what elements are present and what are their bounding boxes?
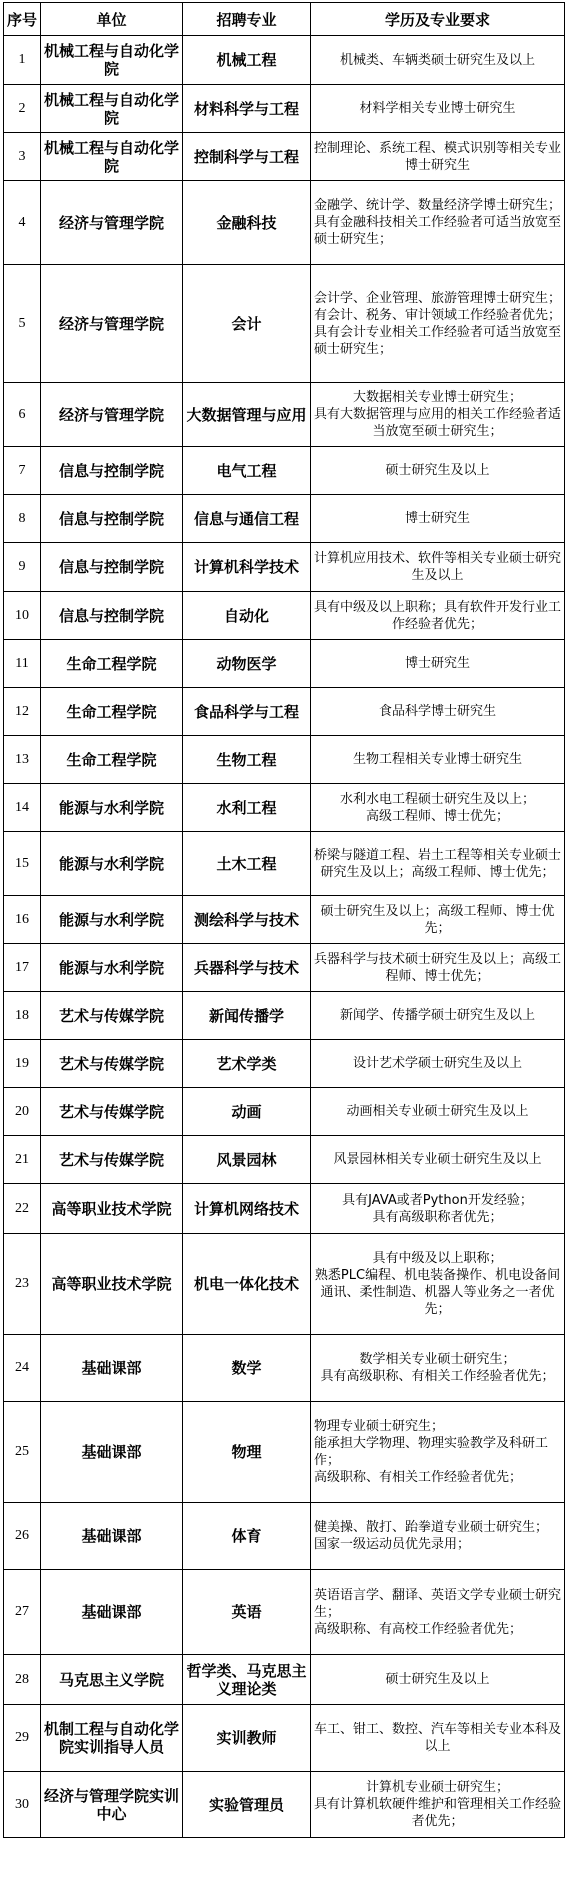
- row-major: 测绘科学与技术: [183, 896, 311, 944]
- table-row: [4, 1335, 565, 1402]
- requirement-line: 大数据相关专业博士研究生；: [352, 390, 522, 405]
- requirement-line: 具有高级职称、有相关工作经验者优先；: [320, 1369, 555, 1384]
- row-serial: 20: [4, 1088, 41, 1136]
- row-requirements: [311, 383, 565, 447]
- row-major: 哲学类、马克思主义理论类: [183, 1655, 311, 1705]
- row-unit: 能源与水利学院: [41, 944, 183, 992]
- row-serial: 30: [4, 1772, 41, 1838]
- row-unit: 机制工程与自动化学院实训指导人员: [41, 1705, 183, 1772]
- row-unit: 生命工程学院: [41, 688, 183, 736]
- row-requirements: [311, 1402, 565, 1503]
- row-serial: 22: [4, 1184, 41, 1234]
- requirement-line: 车工、钳工、数控、汽车等相关专业本科及以上: [314, 1722, 562, 1754]
- row-unit: 马克思主义学院: [41, 1655, 183, 1705]
- row-major: 机电一体化技术: [183, 1234, 311, 1335]
- row-requirements: [311, 1184, 565, 1234]
- row-major: 计算机科学技术: [183, 543, 311, 592]
- table-row: [4, 543, 565, 592]
- recruitment-table-wrapper: [3, 2, 564, 1838]
- row-major: 新闻传播学: [183, 992, 311, 1040]
- table-row: [4, 1136, 565, 1184]
- table-row: [4, 944, 565, 992]
- table-row: [4, 1234, 565, 1335]
- row-major: 风景园林: [183, 1136, 311, 1184]
- row-serial: 29: [4, 1705, 41, 1772]
- requirement-line: 材料学相关专业博士研究生: [359, 101, 516, 116]
- requirement-line: 动画相关专业硕士研究生及以上: [346, 1104, 529, 1119]
- row-unit: 生命工程学院: [41, 640, 183, 688]
- row-major: 金融科技: [183, 181, 311, 265]
- row-unit: 机械工程与自动化学院: [41, 133, 183, 181]
- row-unit: 艺术与传媒学院: [41, 992, 183, 1040]
- row-requirements: [311, 495, 565, 543]
- table-row: [4, 1772, 565, 1838]
- table-row: [4, 133, 565, 181]
- row-major: 土木工程: [183, 832, 311, 896]
- row-requirements: [311, 1503, 565, 1570]
- row-serial: 13: [4, 736, 41, 784]
- row-requirements: [311, 1088, 565, 1136]
- table-row: [4, 1402, 565, 1503]
- requirement-line: 健美操、散打、跆拳道专业硕士研究生；: [314, 1520, 549, 1535]
- row-requirements: [311, 1705, 565, 1772]
- row-unit: 基础课部: [41, 1402, 183, 1503]
- row-major: 大数据管理与应用: [183, 383, 311, 447]
- row-major: 食品科学与工程: [183, 688, 311, 736]
- row-serial: 9: [4, 543, 41, 592]
- requirement-line: 高级工程师、博士优先；: [365, 808, 509, 824]
- requirement-line: 高级职称、有高校工作经验者优先；: [314, 1621, 523, 1637]
- row-major: 材料科学与工程: [183, 85, 311, 133]
- row-major: 实验管理员: [183, 1772, 311, 1838]
- row-unit: 经济与管理学院: [41, 383, 183, 447]
- row-requirements: [311, 832, 565, 896]
- row-major: 艺术学类: [183, 1040, 311, 1088]
- row-requirements: [311, 181, 565, 265]
- table-row: [4, 1184, 565, 1234]
- row-unit: 艺术与传媒学院: [41, 1040, 183, 1088]
- row-major: 信息与通信工程: [183, 495, 311, 543]
- table-row: [4, 447, 565, 495]
- requirement-line: 具有JAVA或者Python开发经验；: [342, 1192, 533, 1208]
- requirement-line: 控制理论、系统工程、模式识别等相关专业博士研究生: [314, 140, 562, 173]
- row-serial: 2: [4, 85, 41, 133]
- requirement-line: 兵器科学与技术硕士研究生及以上；高级工程师、博士优先；: [314, 951, 562, 984]
- table-row: [4, 992, 565, 1040]
- row-requirements: [311, 1335, 565, 1402]
- table-row: [4, 1655, 565, 1705]
- row-unit: 基础课部: [41, 1503, 183, 1570]
- requirement-line: 英语语言学、翻译、英语文学专业硕士研究生；: [314, 1587, 562, 1620]
- row-serial: 17: [4, 944, 41, 992]
- row-unit: 经济与管理学院实训中心: [41, 1772, 183, 1838]
- header-major: 招聘专业: [183, 3, 311, 36]
- row-unit: 经济与管理学院: [41, 181, 183, 265]
- row-serial: 16: [4, 896, 41, 944]
- requirement-line: 国家一级运动员优先录用；: [314, 1537, 471, 1552]
- row-requirements: [311, 944, 565, 992]
- table-row: [4, 784, 565, 832]
- requirement-line: 食品科学博士研究生: [378, 704, 496, 719]
- row-serial: 12: [4, 688, 41, 736]
- row-requirements: [311, 1040, 565, 1088]
- row-major: 计算机网络技术: [183, 1184, 311, 1234]
- row-serial: 14: [4, 784, 41, 832]
- row-requirements: [311, 543, 565, 592]
- row-serial: 7: [4, 447, 41, 495]
- row-requirements: [311, 36, 565, 85]
- row-serial: 27: [4, 1570, 41, 1655]
- row-unit: 信息与控制学院: [41, 543, 183, 592]
- table-row: [4, 383, 565, 447]
- row-major: 数学: [183, 1335, 311, 1402]
- row-unit: 能源与水利学院: [41, 896, 183, 944]
- requirement-line: 会计学、企业管理、旅游管理博士研究生；: [314, 290, 562, 306]
- table-row: [4, 896, 565, 944]
- table-row: [4, 688, 565, 736]
- row-requirements: [311, 1136, 565, 1184]
- requirement-line: 数学相关专业硕士研究生；: [359, 1352, 516, 1367]
- row-requirements: [311, 784, 565, 832]
- row-major: 机械工程: [183, 36, 311, 85]
- requirement-line: 硕士研究生及以上: [385, 463, 490, 478]
- row-major: 动画: [183, 1088, 311, 1136]
- row-unit: 信息与控制学院: [41, 592, 183, 640]
- requirement-line: 金融学、统计学、数量经济学博士研究生；: [314, 198, 562, 213]
- table-row: [4, 181, 565, 265]
- requirement-line: 生物工程相关专业博士研究生: [352, 752, 522, 767]
- requirement-line: 能承担大学物理、物理实验教学及科研工作；: [314, 1436, 549, 1468]
- table-body: [4, 36, 565, 1838]
- requirement-line: 具有高级职称者优先；: [372, 1209, 503, 1225]
- row-major: 自动化: [183, 592, 311, 640]
- table-row: [4, 1088, 565, 1136]
- row-unit: 艺术与传媒学院: [41, 1088, 183, 1136]
- row-requirements: [311, 640, 565, 688]
- row-unit: 机械工程与自动化学院: [41, 36, 183, 85]
- requirement-line: 桥梁与隧道工程、岩土工程等相关专业硕士研究生及以上；高级工程师、博士优先；: [314, 847, 562, 880]
- requirement-line: 博士研究生: [404, 656, 470, 671]
- requirement-line: 博士研究生: [404, 511, 470, 526]
- row-major: 兵器科学与技术: [183, 944, 311, 992]
- row-unit: 经济与管理学院: [41, 265, 183, 383]
- requirement-line: 具有计算机软硬件维护和管理相关工作经验者优先；: [314, 1797, 562, 1829]
- table-row: [4, 1040, 565, 1088]
- row-serial: 10: [4, 592, 41, 640]
- row-unit: 高等职业技术学院: [41, 1234, 183, 1335]
- row-requirements: [311, 688, 565, 736]
- row-major: 英语: [183, 1570, 311, 1655]
- row-unit: 基础课部: [41, 1570, 183, 1655]
- row-serial: 18: [4, 992, 41, 1040]
- row-major: 生物工程: [183, 736, 311, 784]
- table-row: [4, 1503, 565, 1570]
- row-serial: 1: [4, 36, 41, 85]
- requirement-line: 设计艺术学硕士研究生及以上: [352, 1056, 522, 1071]
- header-unit: 单位: [41, 3, 183, 36]
- row-requirements: [311, 447, 565, 495]
- row-unit: 能源与水利学院: [41, 832, 183, 896]
- row-unit: 机械工程与自动化学院: [41, 85, 183, 133]
- row-unit: 艺术与传媒学院: [41, 1136, 183, 1184]
- row-serial: 15: [4, 832, 41, 896]
- requirement-line: 具有中级及以上职称；: [372, 1251, 503, 1266]
- row-serial: 8: [4, 495, 41, 543]
- row-serial: 26: [4, 1503, 41, 1570]
- row-major: 电气工程: [183, 447, 311, 495]
- row-requirements: [311, 265, 565, 383]
- recruitment-table: [3, 2, 565, 1838]
- header-requirements: 学历及专业要求: [311, 3, 565, 36]
- header-serial: 序号: [4, 3, 41, 36]
- row-major: 体育: [183, 1503, 311, 1570]
- row-requirements: [311, 736, 565, 784]
- row-requirements: [311, 592, 565, 640]
- table-header-row: [4, 3, 565, 36]
- row-serial: 23: [4, 1234, 41, 1335]
- requirement-line: 具有金融科技相关工作经验者可适当放宽至硕士研究生；: [314, 215, 562, 247]
- row-requirements: [311, 1234, 565, 1335]
- row-requirements: [311, 133, 565, 181]
- row-requirements: [311, 1570, 565, 1655]
- table-row: [4, 1705, 565, 1772]
- table-row: [4, 36, 565, 85]
- row-major: 动物医学: [183, 640, 311, 688]
- table-row: [4, 736, 565, 784]
- table-row: [4, 1570, 565, 1655]
- requirement-line: 机械类、车辆类硕士研究生及以上: [339, 52, 535, 68]
- requirement-line: 高级职称、有相关工作经验者优先；: [314, 1470, 523, 1485]
- requirement-line: 具有大数据管理与应用的相关工作经验者适当放宽至硕士研究生；: [314, 407, 562, 439]
- requirement-line: 水利水电工程硕士研究生及以上；: [339, 791, 535, 807]
- table-row: [4, 832, 565, 896]
- row-major: 实训教师: [183, 1705, 311, 1772]
- row-serial: 4: [4, 181, 41, 265]
- row-unit: 高等职业技术学院: [41, 1184, 183, 1234]
- row-major: 水利工程: [183, 784, 311, 832]
- requirement-line: 新闻学、传播学硕士研究生及以上: [339, 1008, 535, 1023]
- requirement-line: 熟悉PLC编程、机电装备操作、机电设备间通讯、柔性制造、机器人等业务之一者优先；: [314, 1268, 561, 1317]
- requirement-line: 有会计、税务、审计领域工作经验者优先；: [314, 307, 562, 323]
- requirement-line: 物理专业硕士研究生；: [314, 1419, 445, 1434]
- row-major: 物理: [183, 1402, 311, 1503]
- row-major: 会计: [183, 265, 311, 383]
- requirement-line: 具有中级及以上职称；具有软件开发行业工作经验者优先；: [314, 599, 562, 632]
- table-row: [4, 265, 565, 383]
- row-unit: 信息与控制学院: [41, 447, 183, 495]
- table-row: [4, 495, 565, 543]
- row-requirements: [311, 1655, 565, 1705]
- row-unit: 信息与控制学院: [41, 495, 183, 543]
- table-row: [4, 85, 565, 133]
- row-requirements: [311, 85, 565, 133]
- table-row: [4, 640, 565, 688]
- row-serial: 24: [4, 1335, 41, 1402]
- row-serial: 5: [4, 265, 41, 383]
- requirement-line: 风景园林相关专业硕士研究生及以上: [333, 1152, 542, 1167]
- row-serial: 21: [4, 1136, 41, 1184]
- requirement-line: 计算机应用技术、软件等相关专业硕士研究生及以上: [314, 551, 562, 583]
- row-major: 控制科学与工程: [183, 133, 311, 181]
- requirement-line: 计算机专业硕士研究生；: [365, 1780, 509, 1795]
- row-requirements: [311, 1772, 565, 1838]
- row-serial: 28: [4, 1655, 41, 1705]
- row-serial: 6: [4, 383, 41, 447]
- row-unit: 能源与水利学院: [41, 784, 183, 832]
- row-serial: 11: [4, 640, 41, 688]
- row-serial: 3: [4, 133, 41, 181]
- row-requirements: [311, 992, 565, 1040]
- row-serial: 25: [4, 1402, 41, 1503]
- requirement-line: 具有会计专业相关工作经验者可适当放宽至硕士研究生；: [314, 324, 562, 357]
- requirement-line: 硕士研究生及以上: [385, 1672, 490, 1687]
- table-row: [4, 592, 565, 640]
- requirement-line: 硕士研究生及以上；高级工程师、博士优先；: [320, 903, 555, 936]
- row-unit: 基础课部: [41, 1335, 183, 1402]
- row-unit: 生命工程学院: [41, 736, 183, 784]
- row-serial: 19: [4, 1040, 41, 1088]
- row-requirements: [311, 896, 565, 944]
